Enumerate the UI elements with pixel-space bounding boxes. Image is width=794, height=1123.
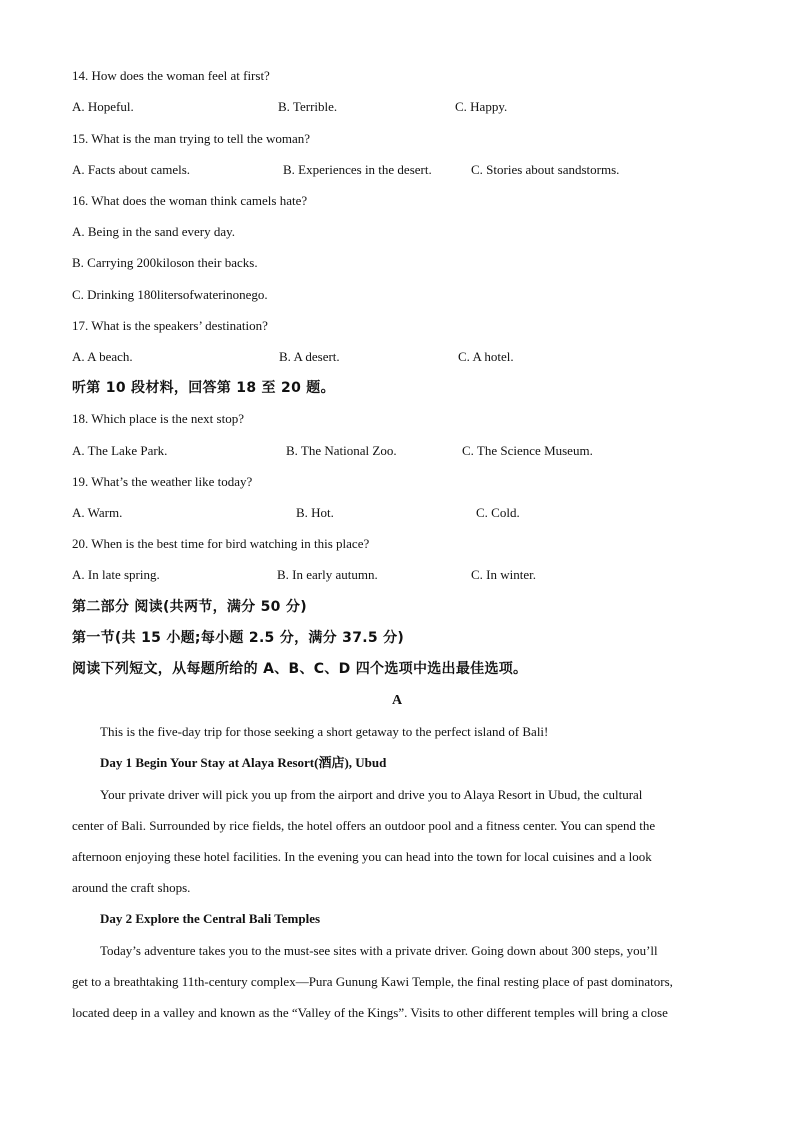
option-c: C. A hotel. — [458, 349, 514, 364]
option-c: C. The Science Museum. — [462, 443, 593, 458]
day-2-heading: Day 2 Explore the Central Bali Temples — [100, 911, 321, 926]
option-b: B. Experiences in the desert. — [283, 162, 432, 177]
option-b: B. The National Zoo. — [286, 443, 397, 458]
day-2-text-line: located deep in a valley and known as the “Valley of the Kings”. Visits to other different temples will bring a close — [72, 1005, 668, 1020]
day-1-text-line: Your private driver will pick you up from the airport and drive you to Alaya Resort in Ubud, the cultural — [100, 787, 643, 802]
option-b: B. A desert. — [279, 349, 340, 364]
part-2-instruction: 阅读下列短文，从每题所给的 A、B、C、D 四个选项中选出最佳选项。 — [72, 661, 528, 677]
option-a: A. Hopeful. — [72, 99, 134, 114]
option-b: B. Hot. — [296, 505, 334, 520]
option-b: B. In early autumn. — [277, 567, 378, 582]
question-17-stem: 17. What is the speakers’ destination? — [72, 318, 268, 333]
option-a: A. Facts about camels. — [72, 162, 191, 177]
part-2-title: 第二部分 阅读(共两节，满分 50 分) — [72, 599, 307, 615]
question-16-option-c: C. Drinking 180litersofwaterinonego. — [72, 287, 268, 302]
part-2-section-1: 第一节(共 15 小题;每小题 2.5 分，满分 37.5 分) — [72, 630, 405, 646]
question-15-stem: 15. What is the man trying to tell the woman? — [72, 131, 311, 146]
day-2-text-line: Today’s adventure takes you to the must-see sites with a private driver. Going down about 300 steps, you’ll — [100, 943, 658, 958]
option-a: A. In late spring. — [72, 567, 160, 582]
passage-intro: This is the five-day trip for those seeking a short getaway to the perfect island of Bali! — [100, 724, 549, 739]
question-16-option-a: A. Being in the sand every day. — [72, 224, 236, 239]
option-b: B. Terrible. — [278, 99, 338, 114]
day-1-text-line: center of Bali. Surrounded by rice fields, the hotel offers an outdoor pool and a fitness center. You can spend the — [72, 818, 656, 833]
option-c: C. Cold. — [476, 505, 520, 520]
section-10-heading: 听第 10 段材料，回答第 18 至 20 题。 — [72, 380, 335, 396]
day-2-text-line: get to a breathtaking 11th-century complex—Pura Gunung Kawi Temple, the final resting place of past dominators, — [72, 974, 673, 989]
passage-label: A — [391, 693, 403, 708]
option-a: A. A beach. — [72, 349, 133, 364]
question-19-stem: 19. What’s the weather like today? — [72, 474, 253, 489]
question-20-stem: 20. When is the best time for bird watching in this place? — [72, 536, 370, 551]
question-16-stem: 16. What does the woman think camels hate? — [72, 193, 308, 208]
option-c: C. Happy. — [455, 99, 508, 114]
option-a: A. The Lake Park. — [72, 443, 168, 458]
option-a: A. Warm. — [72, 505, 123, 520]
day-1-text-line: afternoon enjoying these hotel facilities. In the evening you can head into the town for local cuisines and a look — [72, 849, 652, 864]
day-1-text-line: around the craft shops. — [72, 880, 191, 895]
question-14-stem: 14. How does the woman feel at first? — [72, 68, 270, 83]
day-1-heading: Day 1 Begin Your Stay at Alaya Resort(酒店), Ubud — [100, 755, 387, 770]
option-c: C. In winter. — [471, 567, 536, 582]
question-18-stem: 18. Which place is the next stop? — [72, 411, 244, 426]
option-c: C. Stories about sandstorms. — [471, 162, 620, 177]
question-16-option-b: B. Carrying 200kiloson their backs. — [72, 255, 258, 270]
